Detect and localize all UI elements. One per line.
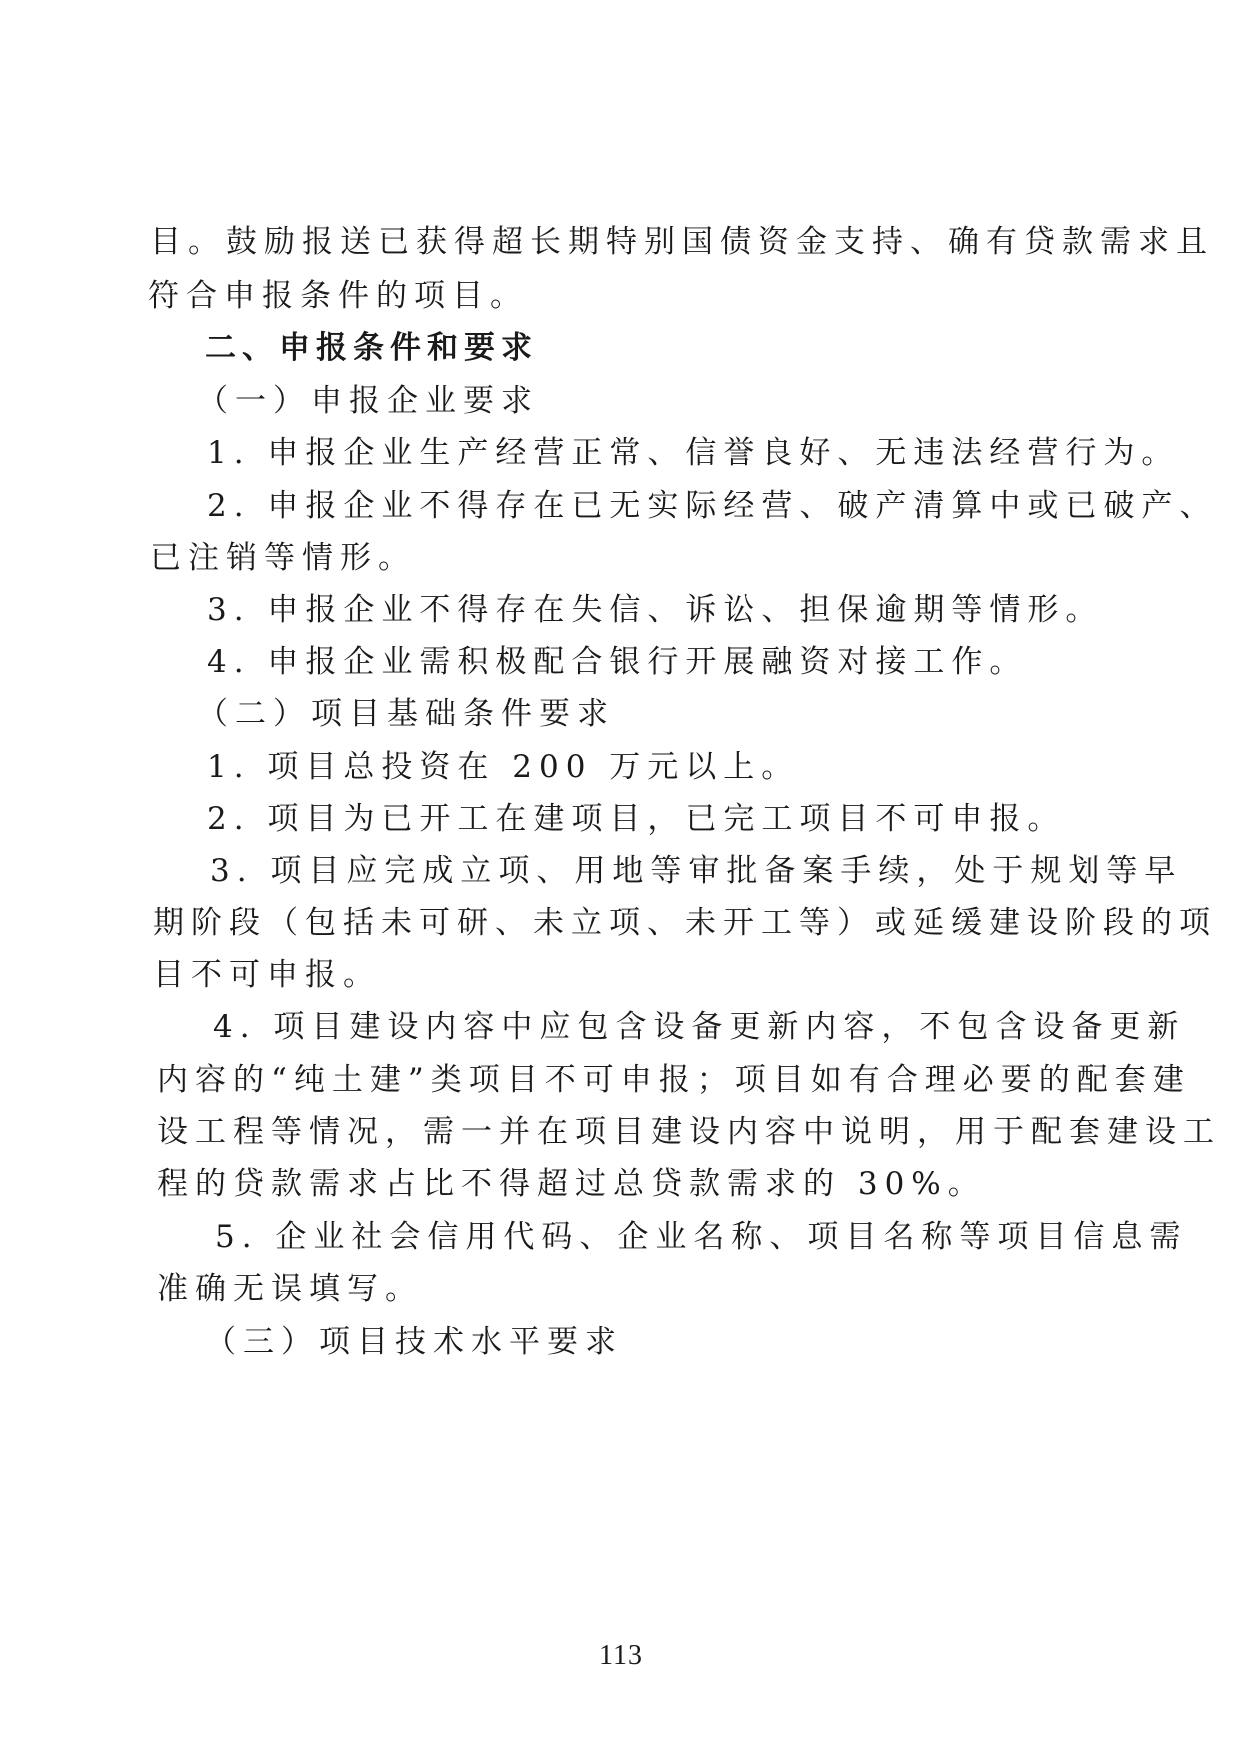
enterprise-item-4: 4. 申报企业需积极配合银行开展融资对接工作。 [207, 644, 1028, 680]
project-basic-item-4-line-3: 设工程等情况，需一并在项目建设内容中说明，用于配套建设工 [157, 1114, 1221, 1150]
enterprise-item-1: 1. 申报企业生产经营正常、信誉良好、无违法经营行为。 [207, 435, 1180, 471]
page-number: 113 [599, 1640, 643, 1671]
enterprise-heading: （一）申报企业要求 [197, 383, 539, 419]
project-basic-item-4-line-1: 4. 项目建设内容中应包含设备更新内容，不包含设备更新 [213, 1009, 1186, 1045]
intro-line-1: 目。鼓励报送已获得超长期特别国债资金支持、确有贷款需求且 [150, 224, 1214, 260]
project-basic-item-5-line-2: 准确无误填写。 [157, 1271, 423, 1307]
project-basic-item-3-line-2: 期阶段（包括未可研、未立项、未开工等）或延缓建设阶段的项 [153, 905, 1217, 941]
project-basic-item-4-line-2: 内容的“纯土建”类项目不可申报；项目如有合理必要的配套建 [157, 1062, 1191, 1098]
enterprise-item-3: 3. 申报企业不得存在失信、诉讼、担保逾期等情形。 [207, 592, 1104, 628]
section-title: 二、申报条件和要求 [205, 330, 538, 366]
project-basic-item-4-line-4: 程的贷款需求占比不得超过总贷款需求的 30%。 [157, 1166, 986, 1202]
enterprise-item-2-line-1: 2. 申报企业不得存在已无实际经营、破产清算中或已破产、 [207, 488, 1218, 524]
project-basic-item-3-line-3: 目不可申报。 [153, 957, 381, 993]
project-basic-item-3-line-1: 3. 项目应完成立项、用地等审批备案手续，处于规划等早 [210, 853, 1183, 889]
intro-line-2: 符合申报条件的项目。 [148, 278, 528, 314]
project-tech-heading: （三）项目技术水平要求 [205, 1324, 623, 1360]
enterprise-item-2-line-2: 已注销等情形。 [150, 540, 416, 576]
project-basic-item-2: 2. 项目为已开工在建项目，已完工项目不可申报。 [207, 801, 1066, 837]
project-basic-item-5-line-1: 5. 企业社会信用代码、企业名称、项目名称等项目信息需 [215, 1219, 1188, 1255]
project-basic-heading: （二）项目基础条件要求 [197, 696, 615, 732]
project-basic-item-1: 1. 项目总投资在 200 万元以上。 [207, 749, 800, 785]
